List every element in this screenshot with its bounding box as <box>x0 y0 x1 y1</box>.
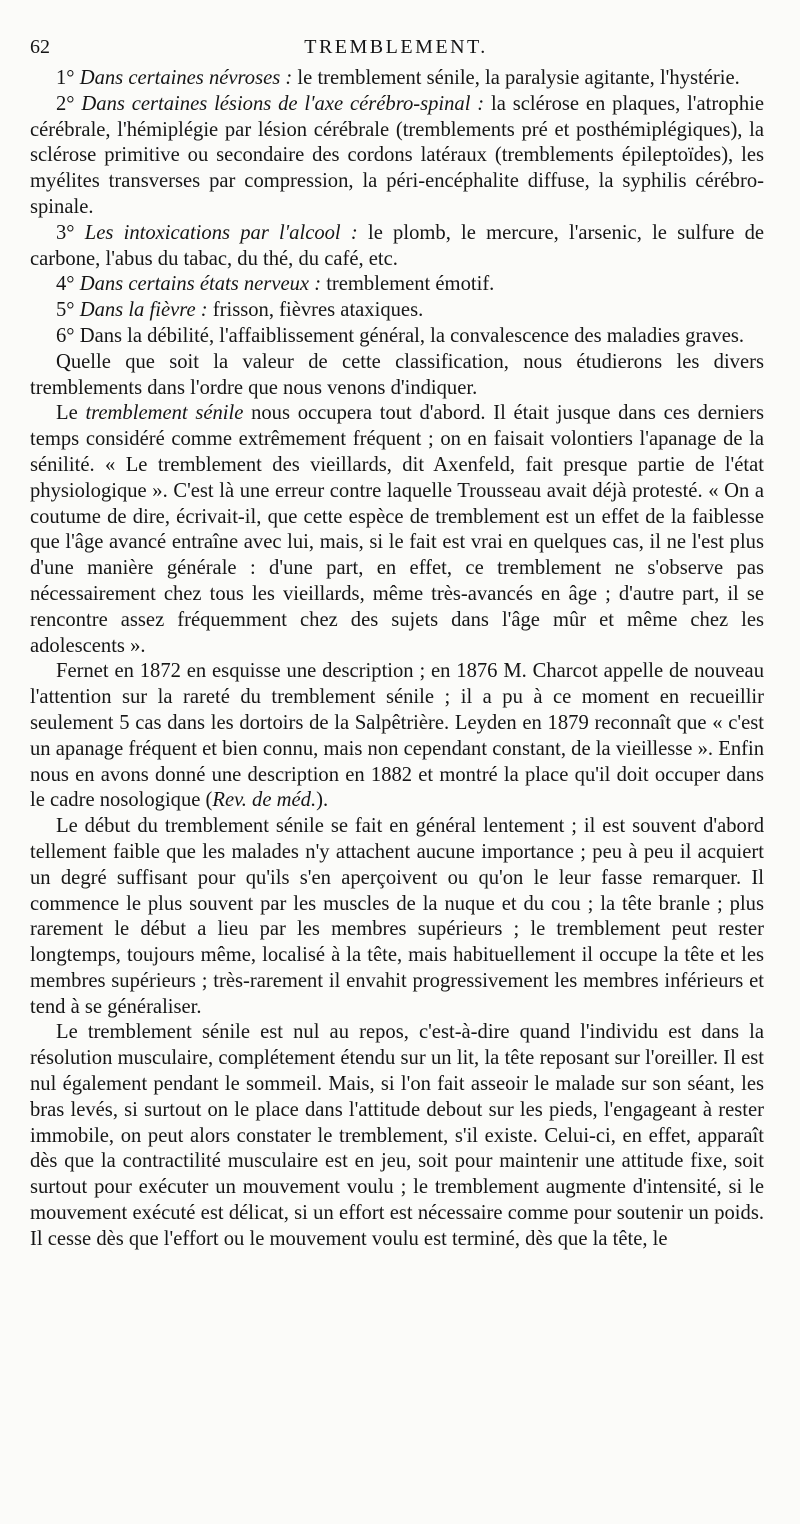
item-text: le tremblement sénile, la paralysie agitante, l'hystérie. <box>292 67 740 89</box>
item-heading: Dans certaines lésions de l'axe cérébro-spinal : <box>81 92 485 115</box>
citation: Rev. de méd. <box>212 789 317 812</box>
item-text: frisson, fièvres ataxiques. <box>207 299 424 322</box>
italic-term: tremblement sénile <box>77 402 244 425</box>
running-title: TREMBLEMENT. <box>304 36 488 58</box>
item-number: 2° <box>56 92 75 115</box>
item-heading: Dans certains états nerveux : <box>79 273 322 296</box>
item-heading: Dans certaines névroses : <box>79 67 293 89</box>
item-heading: Les intoxications par l'alcool : <box>84 221 358 244</box>
paragraph-list-item-5 <box>30 298 764 324</box>
paragraph-text: Le début du tremblement sénile se fait en général lentement ; il est souvent d'abord tellement faible que les malades n'y attachent aucune importance ; peu à peu il acquiert un degré suffisant pour qu'ils s'en aperçoivent ou qu'on le leur fasse remarquer. Il commence le plus souvent par les muscles de la nuque et du cou ; la tête branle ; plus rarement le début a lieu par les membres supérieurs ; le tremblement peut rester longtemps, toujours même, localisé à la tête, mais habituellement il occupe la tête et les membres supérieurs ; très-rarement il envahit progressivement les membres inférieurs et tend à se généraliser. <box>30 815 764 1018</box>
item-number: 6° <box>56 324 75 347</box>
paragraph-text: Quelle que soit la valeur de cette classification, nous étudierons les divers tremblements dans l'ordre que nous venons d'indiquer. <box>30 350 764 399</box>
paragraph-text: nous occupera tout d'abord. Il était jusque dans ces derniers temps considéré comme extrêmement fréquent ; on en faisait volontiers l'apanage de la sénilité. « Le tremblement des vieillards, dit Axenfeld, fait presque partie de l'état physiologique ». C'est là une erreur contre laquelle Trousseau avait déjà protesté. « On a coutume de dire, écrivait-il, que cette espèce de tremblement est un effet de la faiblesse que l'âge avancé entraîne avec lui, mais, si le fait est vrai en quelques cas, il ne l'est plus d'une manière générale : d'une part, en effet, ce tremblement ne s'observe pas nécessairement chez tous les vieillards, même très-avancés en âge ; d'autre part, il se rencontre assez fréquemment chez des sujets dans l'âge mûr et même chez les adolescents ». <box>30 402 764 657</box>
item-text: tremblement émotif. <box>321 273 495 296</box>
item-number: 5° <box>56 299 75 322</box>
paragraph-lead: Le <box>56 402 78 425</box>
paragraph-history <box>30 659 764 814</box>
paragraph-classification <box>30 350 764 402</box>
item-heading: Dans la fièvre : <box>79 299 208 322</box>
item-number: 4° <box>56 273 75 296</box>
page-number: 62 <box>30 36 50 58</box>
item-text: la sclérose en plaques, l'atrophie cérébrale, l'hémiplégie par lésion cérébrale (tremblements pré et posthémiplégiques), la sclérose primitive ou secondaire des cordons latéraux (tremblements épileptoïdes), les myélites transverses par compression, la péri-encéphalite diffuse, la syphilis cérébro-spinale. <box>30 92 764 218</box>
paragraph-text: Fernet en 1872 en esquisse une description ; en 1876 M. Charcot appelle de nouveau l'attention sur la rareté du tremblement sénile ; il a pu à ce moment en recueillir seulement 5 cas dans les dortoirs de la Salpêtrière. Leyden en 1879 reconnaît que « c'est un apanage fréquent et bien connu, mais non cependant constant, de la vieillesse ». Enfin nous en avons donné une description en 1882 et montré la place qu'il doit occuper dans le cadre nosologique ( <box>30 660 764 812</box>
paragraph-list-item-3 <box>30 221 764 273</box>
paragraph-rest <box>30 1020 764 1252</box>
body-text <box>30 66 764 1253</box>
paragraph-list-item-1 <box>30 66 764 92</box>
paragraph-senile-tremor-intro <box>30 401 764 659</box>
item-number: 3° <box>56 221 75 244</box>
paragraph-text: Le tremblement sénile est nul au repos, c'est-à-dire quand l'individu est dans la résolution musculaire, complétement étendu sur un lit, la tête reposant sur l'oreiller. Il est nul également pendant le sommeil. Mais, si l'on fait asseoir le malade sur son séant, les bras levés, si surtout on le place dans l'attitude debout sur les pieds, l'engageant à rester immobile, on peut alors constater le tremblement, s'il existe. Celui-ci, en effet, apparaît dès que la contractilité musculaire est en jeu, soit pour maintenir une attitude fixe, soit surtout pour exécuter un mouvement voulu ; le tremblement augmente d'intensité, si le mouvement exécuté est délicat, si un effort est nécessaire comme pour soutenir un poids. Il cesse dès que l'effort ou le mouvement voulu est terminé, dès que la tête, le <box>30 1021 764 1250</box>
item-number: 1° <box>56 67 75 89</box>
paragraph-list-item-2 <box>30 92 764 221</box>
page-header <box>30 28 762 68</box>
paragraph-list-item-6 <box>30 324 764 350</box>
paragraph-onset <box>30 814 764 1020</box>
item-text: le plomb, le mercure, l'arsenic, le sulfure de carbone, l'abus du tabac, du thé, du café, etc. <box>30 221 765 270</box>
paragraph-tail: ). <box>316 789 329 812</box>
paragraph-list-item-4 <box>30 272 764 298</box>
item-text: Dans la débilité, l'affaiblissement général, la convalescence des maladies graves. <box>74 324 745 347</box>
